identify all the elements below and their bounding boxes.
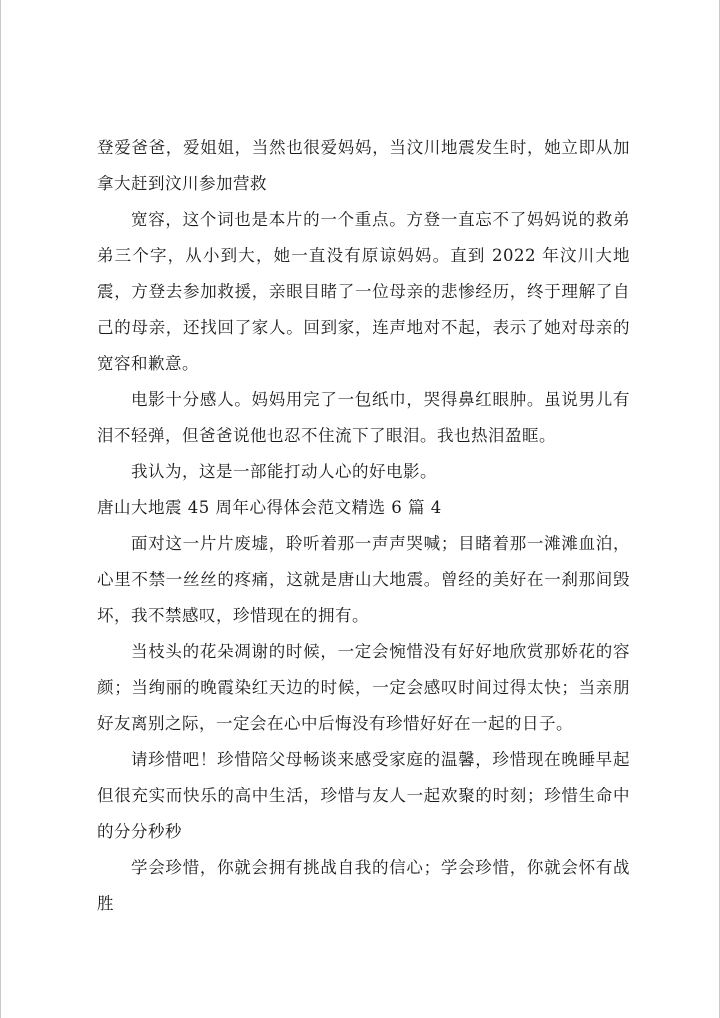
paragraph-tolerance: 宽容，这个词也是本片的一个重点。方登一直忘不了妈妈说的救弟弟三个字，从小到大，她一直没有原谅妈妈。直到 2022 年汶川大地震，方登去参加救援，亲眼目睹了一位母亲的悲惨经历，终于理解了自己的母亲，还找回了家人。回到家，连声地对不起，表示了她对母亲的宽容和歉意。 [97, 210, 630, 373]
paragraph-ruins: 面对这一片片废墟，聆听着那一声声哭喊；目睹着那一滩滩血泊，心里不禁一丝丝的疼痛，这就是唐山大地震。曾经的美好在一刹那间毁坏，我不禁感叹，珍惜现在的拥有。 [97, 534, 630, 625]
paragraph-cherish: 请珍惜吧！珍惜陪父母畅谈来感受家庭的温馨，珍惜现在晚睡早起但很充实而快乐的高中生活，珍惜与友人一起欢聚的时刻；珍惜生命中的分分秒秒 [97, 750, 630, 841]
section-heading: 唐山大地震 45 周年心得体会范文精选 6 篇 4 [97, 498, 442, 517]
paragraph-conclusion: 我认为，这是一部能打动人心的好电影。 [131, 462, 437, 481]
document-body [97, 130, 630, 922]
paragraph-continued: 登爱爸爸，爱姐姐，当然也很爱妈妈，当汶川地震发生时，她立即从加拿大赶到汶川参加营救 [97, 138, 630, 193]
paragraph-moving-film: 电影十分感人。妈妈用完了一包纸巾，哭得鼻红眼肿。虽说男儿有泪不轻弹，但爸爸说他也忍不住流下了眼泪。我也热泪盈眶。 [97, 390, 630, 445]
paragraph-learn-to-cherish: 学会珍惜，你就会拥有挑战自我的信心；学会珍惜，你就会怀有战胜 [97, 858, 630, 913]
paragraph-flowers: 当枝头的花朵凋谢的时候，一定会惋惜没有好好地欣赏那娇花的容颜；当绚丽的晚霞染红天边的时候，一定会感叹时间过得太快；当亲朋好友离别之际，一定会在心中后悔没有珍惜好好在一起的日子。 [97, 642, 630, 733]
